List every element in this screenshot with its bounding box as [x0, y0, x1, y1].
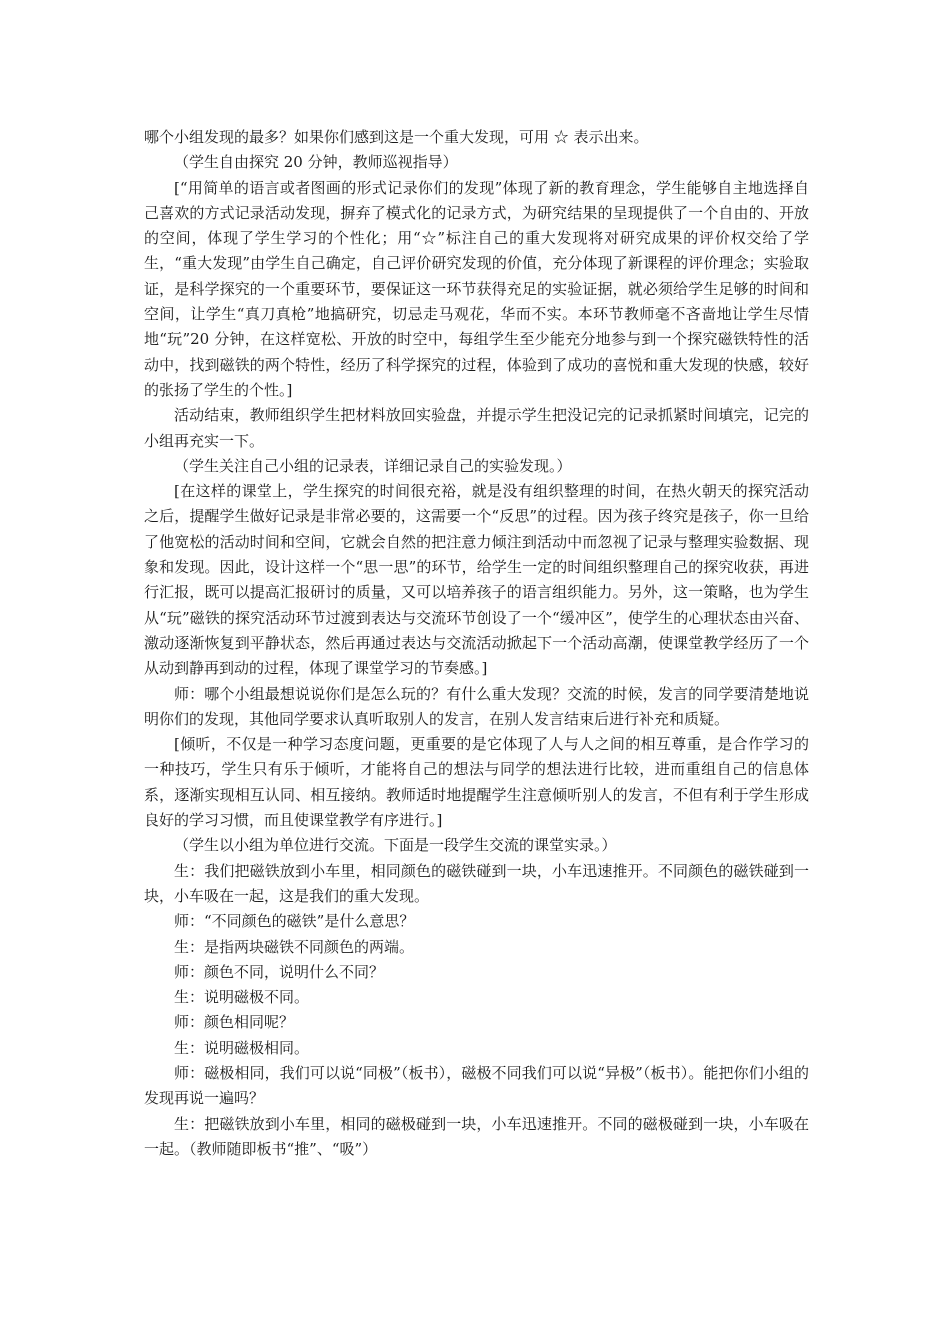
paragraph-commentary-recording: [“用简单的语言或者图画的形式记录你们的发现”体现了新的教育理念，学生能够自主地选择自己喜欢的方式记录活动发现，摒弃了模式化的记录方式，为研究结果的呈现提供了一个自由的、开放的空间，体现了学生学习的个性化；用“☆”标注自己的重大发现将对研究成果的评价权交给了学生，“重大发现”由学生自己确定，自己评价研究发现的价值，充分体现了新课程的评价理念；实验取证，是科学探究的一个重要环节，要保证这一环节获得充足的实验证据，就必须给学生足够的时间和空间，让学生“真刀真枪”地搞研究，切忌走马观花，华而不实。本环节教师毫不吝啬地让学生尽情地“玩”20 分钟，在这样宽松、开放的时空中，每组学生至少能充分地参与到一个探究磁铁特性的活动中，找到磁铁的两个特性，经历了科学探究的过程，体验到了成功的喜悦和重大发现的快感，较好的张扬了学生的个性。] [144, 178, 809, 399]
paragraph-intro-question: 哪个小组发现的最多？如果你们感到这是一个重大发现，可用 ☆ 表示出来。 [144, 128, 649, 146]
paragraph-commentary-reflection: [在这样的课堂上，学生探究的时间很充裕，就是没有组织整理的时间，在热火朝天的探究活动之后，提醒学生做好记录是非常必要的，这需要一个“反思”的过程。因为孩子终究是孩子，你一旦给了他宽松的活动时间和空间，它就会自然的把注意力倾注到活动中而忽视了记录与整理实验数据、现象和发现。因此，设计这样一个“思一思”的环节，给学生一定的时间组织整理自己的探究收获，再进行汇报，既可以提高汇报研讨的质量，又可以培养孩子的语言组织能力。另外，这一策略，也为学生从“玩”磁铁的探究活动环节过渡到表达与交流环节创设了一个“缓冲区”，使学生的心理状态由兴奋、激动逐渐恢复到平静状态，然后再通过表达与交流活动掀起下一个活动高潮，使课堂教学经历了一个从动到静再到动的过程，体现了课堂学习的节奏感。] [144, 482, 809, 678]
dialogue-line: 生：我们把磁铁放到小车里，相同颜色的磁铁碰到一块，小车迅速推开。不同颜色的磁铁碰到一块，小车吸在一起，这是我们的重大发现。 [144, 861, 809, 905]
paragraph-student-recording-note: （学生关注自己小组的记录表，详细记录自己的实验发现。） [174, 456, 572, 475]
document-body [144, 125, 809, 1162]
paragraph-activity-end: 活动结束，教师组织学生把材料放回实验盘，并提示学生把没记完的记录抓紧时间填完，记完的小组再充实一下。 [144, 406, 809, 450]
dialogue-line: 师：“不同颜色的磁铁”是什么意思？ [174, 912, 415, 931]
dialogue-line: 师：颜色相同呢？ [174, 1013, 295, 1032]
paragraph-free-exploration-note: （学生自由探究 20 分钟，教师巡视指导） [174, 153, 458, 172]
dialogue-line: 生：说明磁极相同。 [174, 1038, 310, 1057]
dialogue-line: 生：把磁铁放到小车里，相同的磁极碰到一块，小车迅速推开。不同的磁极碰到一块，小车吸在一起。（教师随即板书“推”、“吸”） [144, 1114, 809, 1158]
dialogue-line: 师：磁极相同，我们可以说“同极”（板书），磁极不同我们可以说“异极”（板书）。能把你们小组的发现再说一遍吗？ [144, 1063, 809, 1108]
paragraph-teacher-prompt: 师：哪个小组最想说说你们是怎么玩的？有什么重大发现？交流的时候，发言的同学要清楚地说明你们的发现，其他同学要求认真听取别人的发言，在别人发言结束后进行补充和质疑。 [144, 684, 809, 728]
dialogue-line: 生：是指两块磁铁不同颜色的两端。 [174, 937, 415, 956]
dialogue-line: 生：说明磁极不同。 [174, 988, 310, 1007]
dialogue-line: 师：颜色不同，说明什么不同？ [174, 962, 385, 981]
paragraph-group-exchange-note: （学生以小组为单位进行交流。下面是一段学生交流的课堂实录。） [174, 836, 617, 855]
paragraph-commentary-listening: [倾听，不仅是一种学习态度问题，更重要的是它体现了人与人之间的相互尊重，是合作学习的一种技巧，学生只有乐于倾听，才能将自己的想法与同学的想法进行比较，进而重组自己的信息体系，逐渐实现相互认同、相互接纳。教师适时地提醒学生注意倾听别人的发言，不但有利于学生形成良好的学习习惯，而且使课堂教学有序进行。] [144, 735, 809, 830]
